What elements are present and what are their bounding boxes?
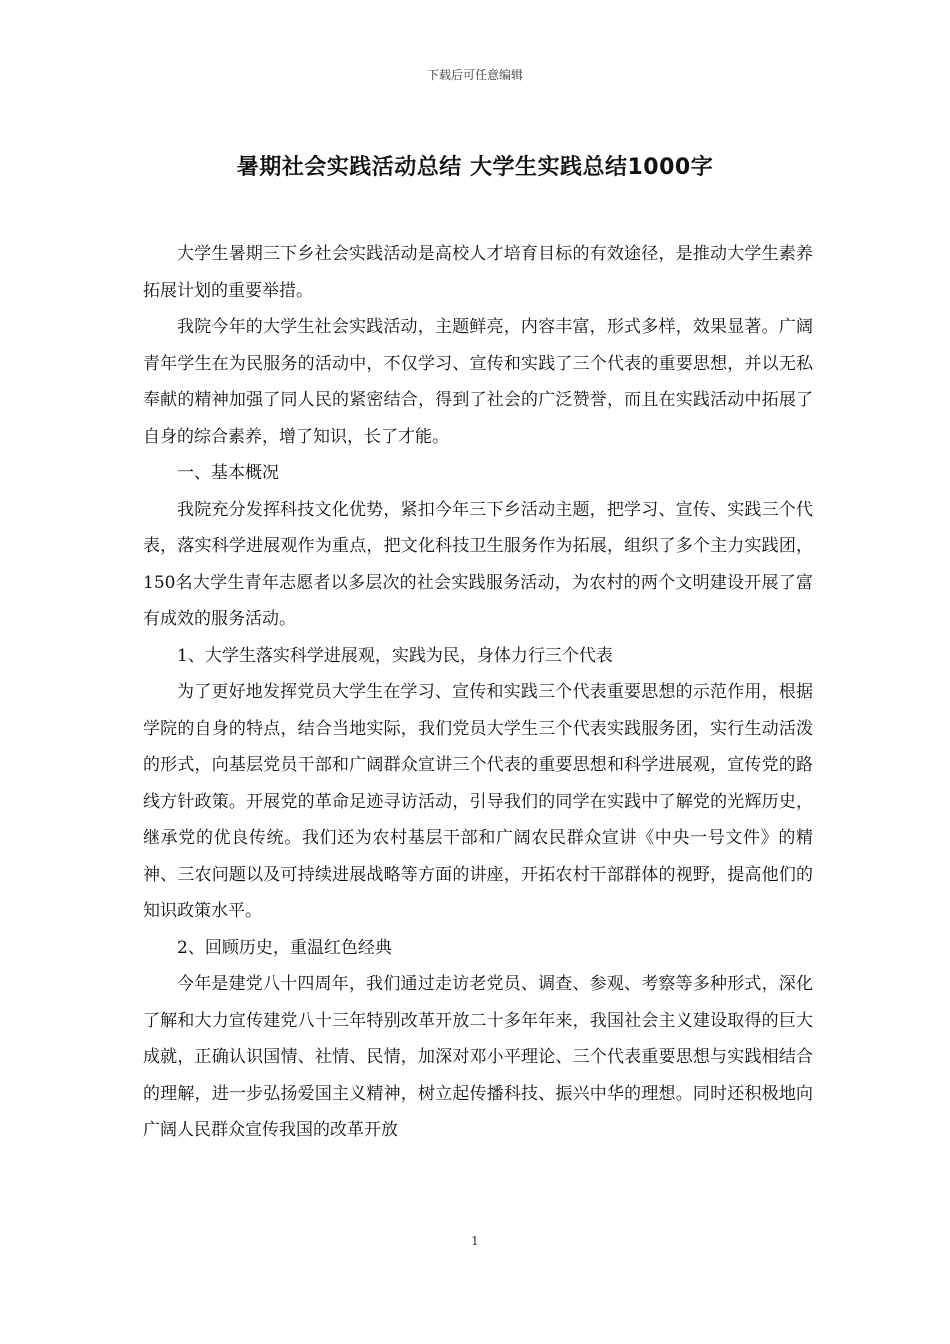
subheading-1: 1、大学生落实科学进展观，实践为民，身体力行三个代表: [177, 645, 613, 666]
document-title: 暑期社会实践活动总结 大学生实践总结1000字: [236, 155, 714, 180]
section-heading-basic: 一、基本概况: [177, 463, 279, 483]
paragraph-sub-1: 为了更好地发挥党员大学生在学习、宣传和实践三个代表重要思想的示范作用，根据学院的自身的特点，结合当地实际，我们党员大学生三个代表实践服务团，实行生动活泼的形式，向基层党员干部和广阔群众宣讲三个代表的重要思想和科学进展观，宣传党的路线方针政策。开展党的革命足迹寻访活动，引导我们的同学在实践中了解党的光辉历史，继承党的优良传统。我们还为农村基层干部和广阔农民群众宣讲《中央一号文件》的精神、三农问题以及可持续进展战略等方面的讲座，开拓农村干部群体的视野，提高他们的知识政策水平。: [143, 682, 813, 921]
paragraph-intro: 大学生暑期三下乡社会实践活动是高校人才培育目标的有效途径，是推动大学生素养拓展计划的重要举措。: [143, 244, 813, 301]
document-body: [143, 236, 813, 1149]
page-number: 1: [471, 1234, 479, 1248]
paragraph-sub-2: 今年是建党八十四周年，我们通过走访老党员、调查、参观、考察等多种形式，深化了解和大力宣传建党八十三年特别改革开放二十多年年来，我国社会主义建设取得的巨大成就，正确认识国情、社情、民情，加深对邓小平理论、三个代表重要思想与实践相结合的理解，进一步弘扬爱国主义精神，树立起传播科技、振兴中华的理想。同时还积极地向广阔人民群众宣传我国的改革开放: [143, 974, 813, 1140]
subheading-2: 2、回顾历史，重温红色经典: [177, 937, 392, 958]
header-note: 下载后可任意编辑: [426, 68, 523, 82]
paragraph-overview: 我院今年的大学生社会实践活动，主题鲜亮，内容丰富，形式多样，效果显著。广阔青年学生在为民服务的活动中，不仅学习、宣传和实践了三个代表的重要思想，并以无私奉献的精神加强了同人民的紧密结合，得到了社会的广泛赞誉，而且在实践活动中拓展了自身的综合素养，增了知识，长了才能。: [143, 317, 813, 447]
paragraph-basic: 我院充分发挥科技文化优势，紧扣今年三下乡活动主题，把学习、宣传、实践三个代表，落实科学进展观作为重点，把文化科技卫生服务作为拓展，组织了多个主力实践团，150名大学生青年志愿者以多层次的社会实践服务活动，为农村的两个文明建设开展了富有成效的服务活动。: [143, 499, 813, 629]
